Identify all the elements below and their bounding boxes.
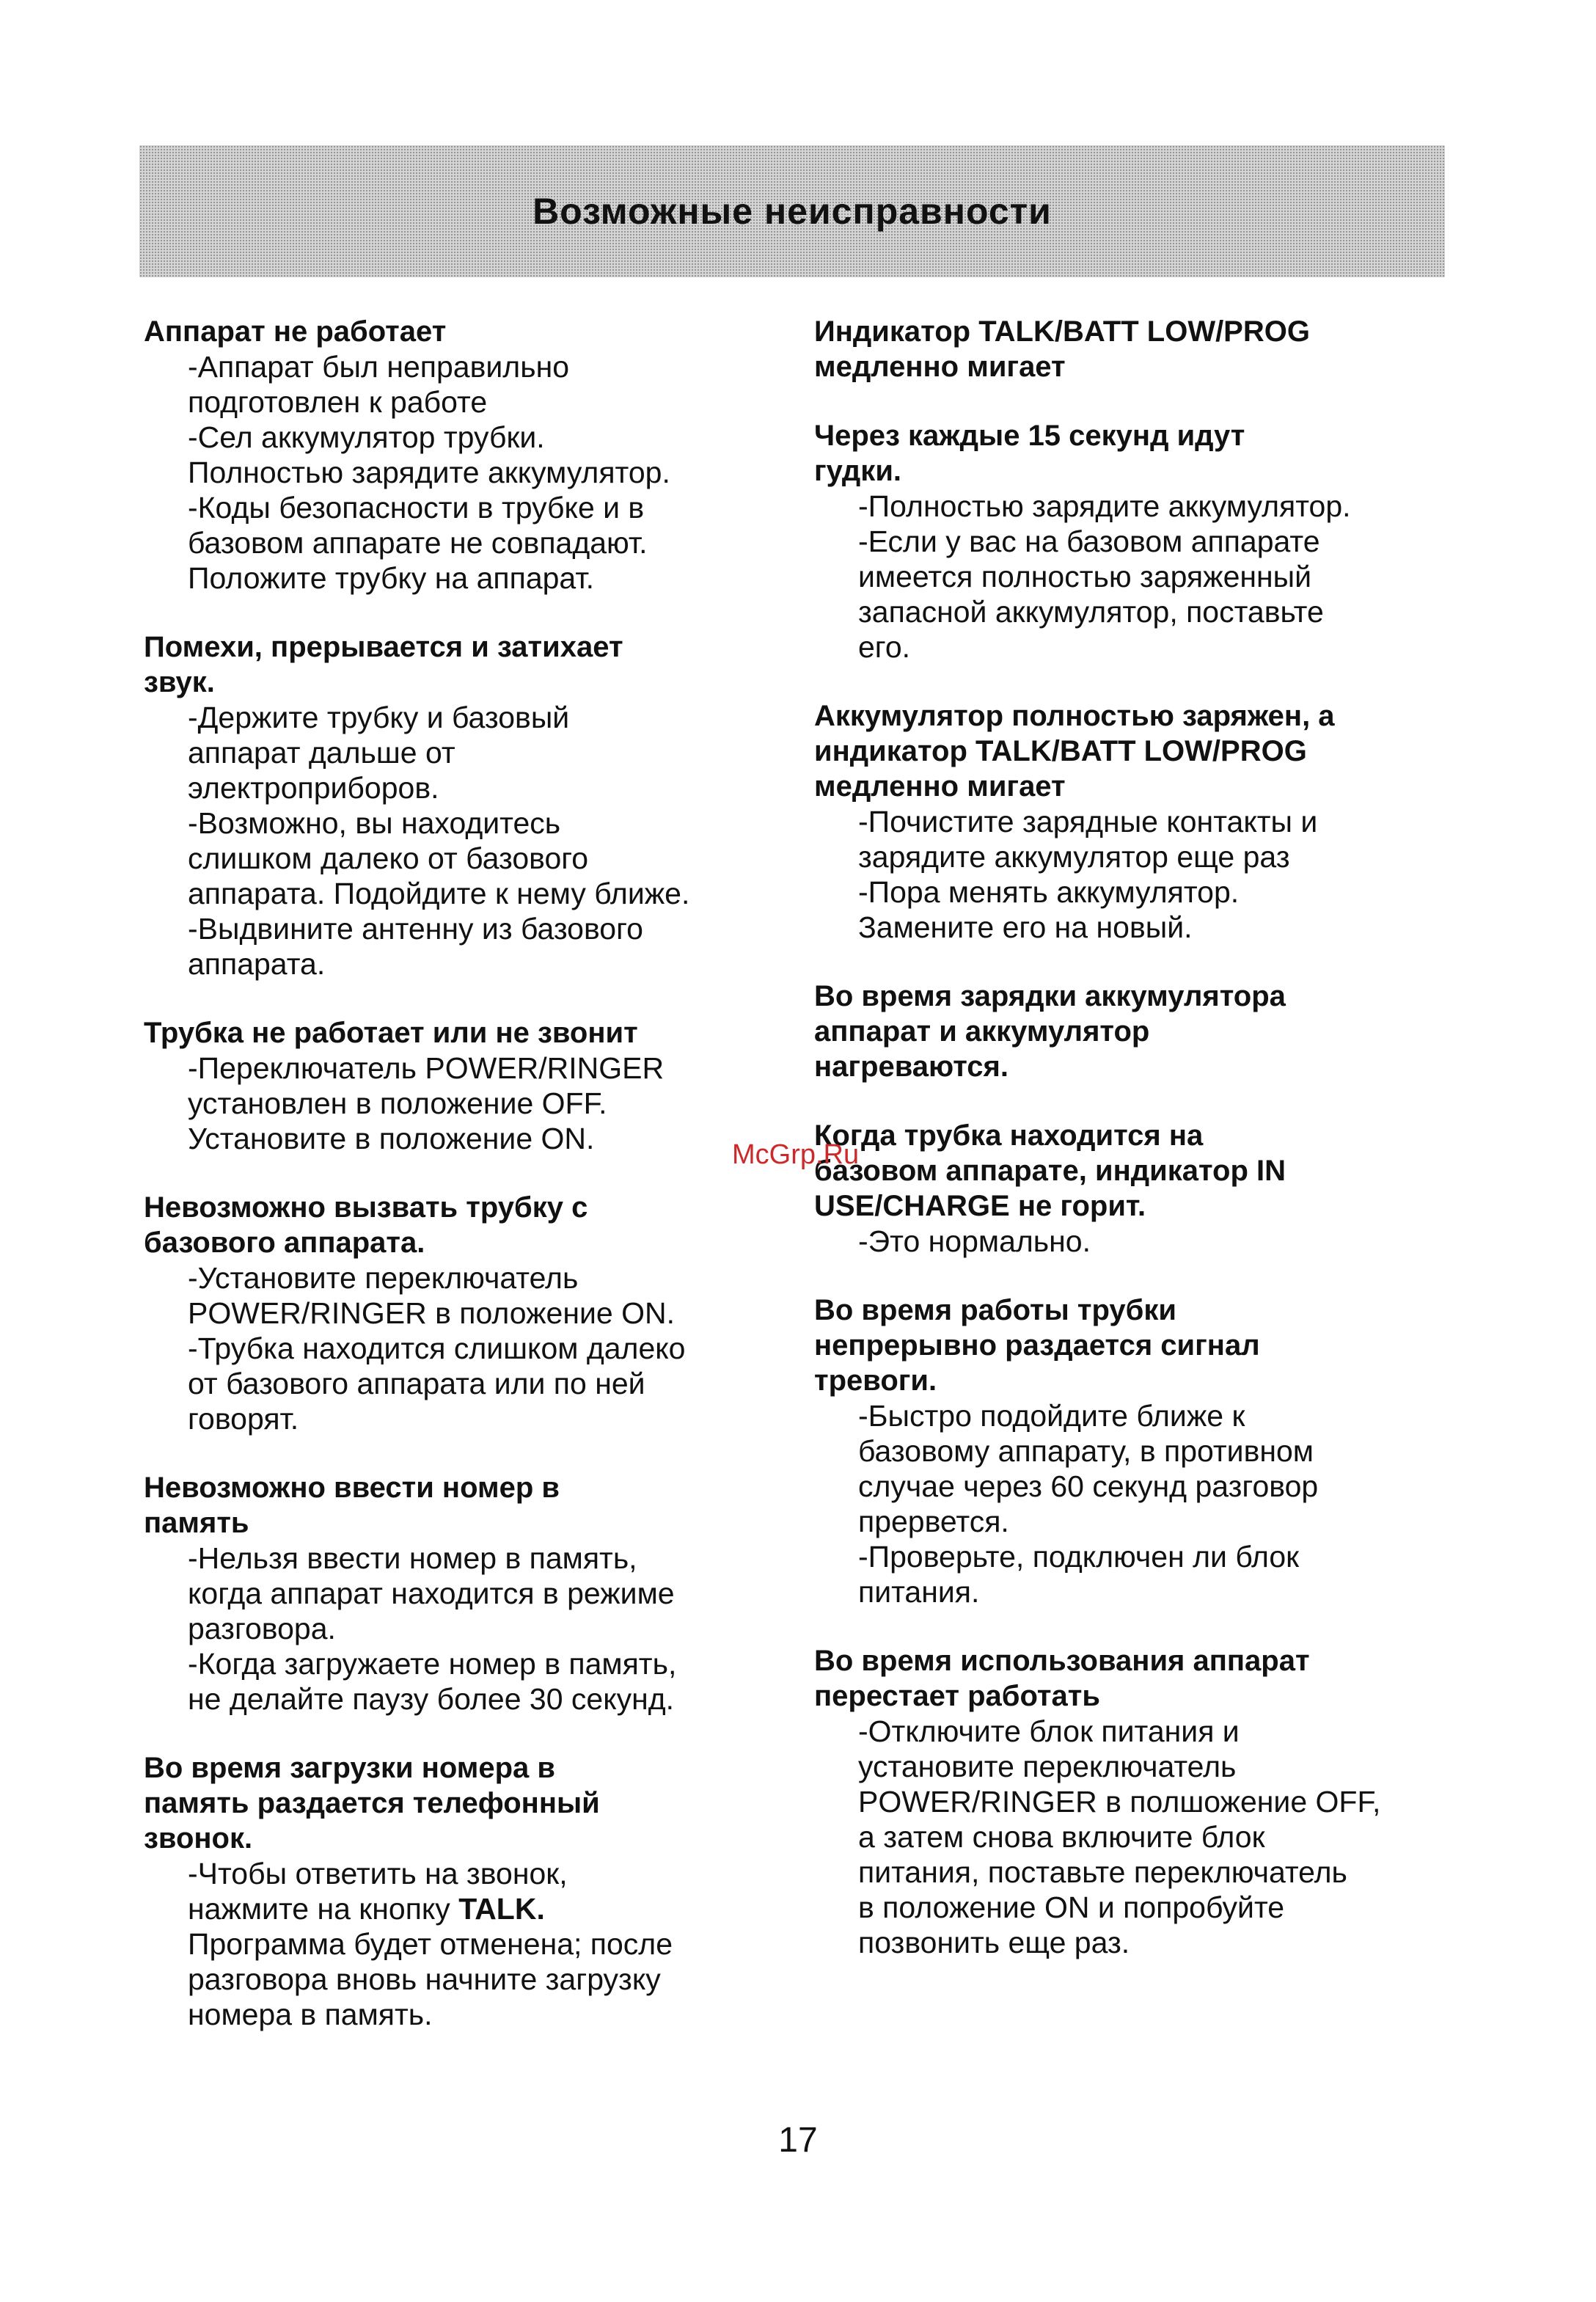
section-heading: непрерывно раздается сигнал <box>814 1329 1260 1362</box>
section-line: -Аппарат был неправильно <box>188 350 570 384</box>
section-heading: аппарат и аккумулятор <box>814 1015 1150 1048</box>
section-line: аппарат дальше от <box>188 736 455 770</box>
section-line: Программа будет отменена; после <box>188 1927 673 1961</box>
section-line: случае через 60 секунд разговор <box>858 1469 1319 1503</box>
page-title: Возможные неисправности <box>532 191 1052 232</box>
section-line: аппарата. Подойдите к нему ближе. <box>188 877 690 910</box>
section-heading: Когда трубка находится на <box>814 1119 1204 1152</box>
section-heading: Через каждые 15 секунд идут <box>814 420 1245 452</box>
section-line: POWER/RINGER в положение ON. <box>188 1296 675 1330</box>
section-line: запасной аккумулятор, поставьте <box>858 595 1324 629</box>
left-column <box>144 314 789 2066</box>
section-heading: Невозможно вызвать трубку с <box>144 1191 588 1224</box>
section-line: слишком далеко от базового <box>188 841 589 875</box>
section-line: -Проверьте, подключен ли блок <box>858 1540 1300 1574</box>
section-heading: Помехи, прерывается и затихает <box>144 631 623 663</box>
section-line: установите переключатель <box>858 1750 1237 1783</box>
section-heading: базовом аппарате, индикатор IN <box>814 1155 1286 1187</box>
section-line: -Пора менять аккумулятор. <box>858 875 1240 909</box>
troubleshoot-section <box>814 698 1460 945</box>
section-line: базовому аппарату, в противном <box>858 1434 1314 1468</box>
section-line: базовом аппарате не совпадают. <box>188 526 648 560</box>
section-line: -Переключатель POWER/RINGER <box>188 1051 665 1085</box>
section-heading: звонок. <box>144 1822 253 1855</box>
section-line: аппарата. <box>188 947 326 981</box>
section-line: -Выдвините антенну из базового <box>188 912 643 946</box>
section-line: разговора вновь начните загрузку <box>188 1962 661 1996</box>
section-line: позвонить еще раз. <box>858 1926 1130 1959</box>
section-heading: Невозможно ввести номер в <box>144 1472 560 1504</box>
section-line: когда аппарат находится в режиме <box>188 1576 675 1610</box>
section-heading: Индикатор TALK/BATT LOW/PROG <box>814 315 1310 348</box>
section-line: -Возможно, вы находитесь <box>188 806 561 840</box>
section-line: питания. <box>858 1575 980 1609</box>
section-heading: память <box>144 1507 249 1539</box>
section-line: POWER/RINGER в полшожение OFF, <box>858 1785 1381 1819</box>
section-heading: базового аппарата. <box>144 1227 425 1259</box>
section-line: -Если у вас на базовом аппарате <box>858 525 1320 558</box>
section-line: -Нельзя ввести номер в память, <box>188 1541 637 1575</box>
section-heading: нагреваются. <box>814 1050 1009 1083</box>
section-line: прервется. <box>858 1505 1009 1538</box>
section-line: разговора. <box>188 1612 336 1645</box>
section-heading: тревоги. <box>814 1364 937 1397</box>
section-heading: USE/CHARGE не горит. <box>814 1190 1146 1222</box>
troubleshoot-section <box>814 418 1460 665</box>
section-line: подготовлен к работе <box>188 385 488 419</box>
page-number: 17 <box>778 2121 818 2160</box>
section-line: -Чтобы ответить на звонок, <box>188 1857 568 1890</box>
section-line: номера в память. <box>188 1998 433 2031</box>
section-line: зарядите аккумулятор еще раз <box>858 840 1290 874</box>
section-heading: Во время использования аппарат <box>814 1645 1310 1677</box>
section-line: в положение ON и попробуйте <box>858 1890 1285 1924</box>
troubleshoot-section <box>814 314 1460 384</box>
right-column <box>814 314 1460 1994</box>
section-heading: Во время зарядки аккумулятора <box>814 980 1286 1012</box>
section-line: -Держите трубку и базовый <box>188 701 570 734</box>
troubleshoot-section <box>144 629 789 982</box>
section-line: электроприборов. <box>188 771 439 805</box>
section-heading: гудки. <box>814 455 902 487</box>
troubleshoot-section <box>144 314 789 596</box>
section-heading: Во время загрузки номера в <box>144 1752 555 1784</box>
section-line: Положите трубку на аппарат. <box>188 561 594 595</box>
section-line: -Это нормально. <box>858 1224 1091 1258</box>
section-line: его. <box>858 630 911 664</box>
watermark: McGrp.Ru <box>732 1139 860 1170</box>
section-line: -Быстро подойдите ближе к <box>858 1399 1245 1433</box>
section-line: Замените его на новый. <box>858 910 1193 944</box>
section-heading: память раздается телефонный <box>144 1787 600 1819</box>
section-line: установлен в положение OFF. <box>188 1086 607 1120</box>
section-line <box>144 1891 789 1926</box>
title-banner <box>139 145 1445 277</box>
section-line: питания, поставьте переключатель <box>858 1855 1347 1889</box>
section-heading: Трубка не работает или не звонит <box>144 1017 638 1049</box>
section-line: имеется полностью заряженный <box>858 560 1312 593</box>
section-heading: Во время работы трубки <box>814 1294 1176 1326</box>
troubleshoot-section <box>144 1015 789 1156</box>
section-line: -Коды безопасности в трубке и в <box>188 491 645 525</box>
section-line: -Трубка находится слишком далеко <box>188 1331 686 1365</box>
section-heading: звук. <box>144 666 215 698</box>
section-line: не делайте паузу более 30 секунд. <box>188 1682 675 1716</box>
section-heading: медленно мигает <box>814 351 1066 383</box>
talk-key-label: TALK. <box>458 1892 545 1926</box>
troubleshoot-section <box>814 1118 1460 1259</box>
troubleshoot-section <box>144 1190 789 1436</box>
section-line: Полностью зарядите аккумулятор. <box>188 456 670 489</box>
section-line: -Сел аккумулятор трубки. <box>188 420 545 454</box>
line-text: нажмите на кнопку <box>188 1892 459 1926</box>
section-heading: Аппарат не работает <box>144 315 447 348</box>
troubleshoot-section <box>814 1293 1460 1609</box>
section-line: -Почистите зарядные контакты и <box>858 805 1318 838</box>
section-line: Установите в положение ON. <box>188 1122 595 1155</box>
troubleshoot-section <box>814 1643 1460 1960</box>
section-heading: перестает работать <box>814 1680 1100 1712</box>
section-line: а затем снова включите блок <box>858 1820 1265 1854</box>
section-line: -Установите переключатель <box>188 1261 579 1295</box>
section-heading: индикатор TALK/BATT LOW/PROG <box>814 735 1307 767</box>
troubleshoot-section <box>144 1470 789 1717</box>
section-line: -Когда загружаете номер в память, <box>188 1647 677 1681</box>
section-line: -Отключите блок питания и <box>858 1714 1240 1748</box>
troubleshoot-section <box>814 979 1460 1084</box>
section-line: от базового аппарата или по ней <box>188 1367 645 1400</box>
troubleshoot-section <box>144 1750 789 2032</box>
section-heading: медленно мигает <box>814 770 1066 803</box>
section-line: говорят. <box>188 1402 299 1436</box>
section-line: -Полностью зарядите аккумулятор. <box>858 489 1351 523</box>
section-heading: Аккумулятор полностью заряжен, а <box>814 700 1335 732</box>
